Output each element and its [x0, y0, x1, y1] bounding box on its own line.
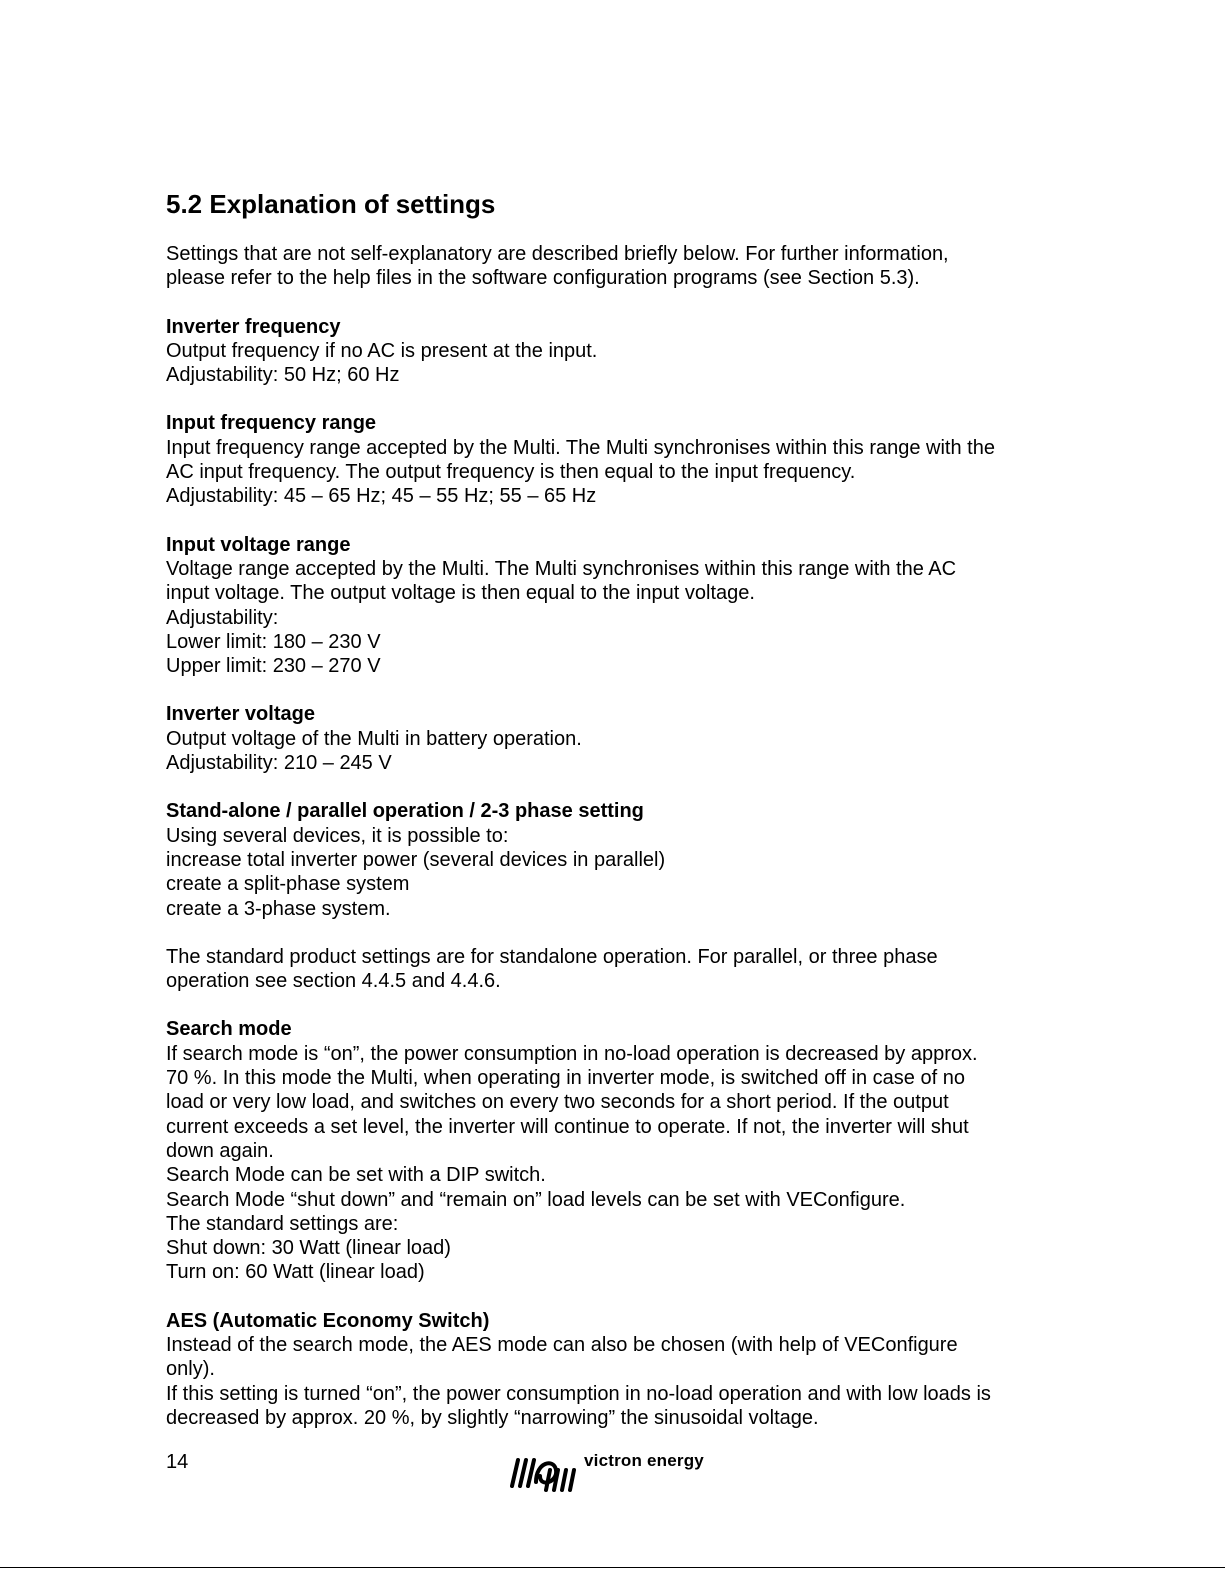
- setting-inverter-frequency: [166, 315, 1066, 388]
- setting-line: operation see section 4.4.5 and 4.4.6.: [166, 970, 501, 993]
- page-content: [166, 188, 1066, 1454]
- setting-line: create a split-phase system: [166, 873, 410, 896]
- setting-search-mode: [166, 1017, 1066, 1284]
- setting-line: If search mode is “on”, the power consumption in no-load operation is decreased by approx.: [166, 1042, 978, 1065]
- page-number: 14: [166, 1451, 189, 1473]
- setting-line: If this setting is turned “on”, the power consumption in no-load operation and with low loads is: [166, 1382, 991, 1405]
- setting-line: The standard product settings are for standalone operation. For parallel, or three phase: [166, 945, 938, 968]
- victron-logo-icon: [506, 1448, 581, 1498]
- setting-line: Lower limit: 180 – 230 V: [166, 630, 381, 653]
- setting-line: Turn on: 60 Watt (linear load): [166, 1261, 425, 1284]
- setting-line: load or very low load, and switches on every two seconds for a short period. If the output: [166, 1091, 949, 1114]
- setting-line: Using several devices, it is possible to:: [166, 824, 509, 847]
- setting-title: Stand-alone / parallel operation / 2-3 phase setting: [166, 800, 644, 823]
- setting-line: Search Mode “shut down” and “remain on” load levels can be set with VEConfigure.: [166, 1188, 906, 1211]
- setting-line: AC input frequency. The output frequency is then equal to the input frequency.: [166, 461, 856, 484]
- setting-line: down again.: [166, 1139, 274, 1162]
- intro-paragraph: [166, 242, 1066, 291]
- setting-line: decreased by approx. 20 %, by slightly “narrowing” the sinusoidal voltage.: [166, 1406, 819, 1429]
- setting-aes: [166, 1309, 1066, 1430]
- section-title: 5.2 Explanation of settings: [166, 189, 496, 219]
- setting-line: Output frequency if no AC is present at the input.: [166, 339, 598, 362]
- setting-standalone-parallel: [166, 799, 1066, 920]
- setting-line: input voltage. The output voltage is then equal to the input voltage.: [166, 582, 755, 605]
- setting-line: current exceeds a set level, the inverter will continue to operate. If not, the inverter will shut: [166, 1115, 969, 1138]
- standalone-note-paragraph: [166, 945, 1066, 994]
- setting-line: Adjustability: 210 – 245 V: [166, 752, 392, 775]
- setting-input-voltage-range: [166, 533, 1066, 679]
- intro-line: please refer to the help files in the software configuration programs (see Section 5.3).: [166, 267, 920, 290]
- page-bottom-rule: [0, 1567, 1225, 1568]
- setting-line: only).: [166, 1358, 215, 1381]
- setting-line: Search Mode can be set with a DIP switch.: [166, 1164, 546, 1187]
- setting-line: Adjustability: 50 Hz; 60 Hz: [166, 364, 400, 387]
- setting-line: Input frequency range accepted by the Multi. The Multi synchronises within this range with the: [166, 436, 995, 459]
- brand-logo: [506, 1442, 716, 1502]
- brand-name: victron energy: [584, 1451, 704, 1470]
- setting-line: The standard settings are:: [166, 1212, 399, 1235]
- page-footer: [0, 1440, 1225, 1510]
- setting-title: Inverter voltage: [166, 703, 315, 726]
- setting-line: Adjustability: 45 – 65 Hz; 45 – 55 Hz; 55 – 65 Hz: [166, 485, 597, 508]
- setting-line: Voltage range accepted by the Multi. The Multi synchronises within this range with the AC: [166, 557, 957, 580]
- setting-title: Input voltage range: [166, 533, 351, 556]
- setting-title: Search mode: [166, 1018, 292, 1041]
- setting-line: create a 3-phase system.: [166, 897, 391, 920]
- setting-line: Shut down: 30 Watt (linear load): [166, 1237, 451, 1260]
- setting-input-frequency-range: [166, 411, 1066, 508]
- setting-line: Instead of the search mode, the AES mode can also be chosen (with help of VEConfigure: [166, 1333, 958, 1356]
- setting-title: AES (Automatic Economy Switch): [166, 1309, 490, 1332]
- setting-inverter-voltage: [166, 702, 1066, 775]
- setting-title: Input frequency range: [166, 412, 377, 435]
- setting-line: Upper limit: 230 – 270 V: [166, 655, 381, 678]
- setting-line: 70 %. In this mode the Multi, when operating in inverter mode, is switched off in case of no: [166, 1067, 965, 1090]
- setting-line: Adjustability:: [166, 606, 279, 629]
- intro-line: Settings that are not self-explanatory are described briefly below. For further information,: [166, 243, 949, 265]
- setting-line: Output voltage of the Multi in battery operation.: [166, 727, 582, 750]
- setting-title: Inverter frequency: [166, 315, 341, 338]
- setting-line: increase total inverter power (several devices in parallel): [166, 848, 666, 871]
